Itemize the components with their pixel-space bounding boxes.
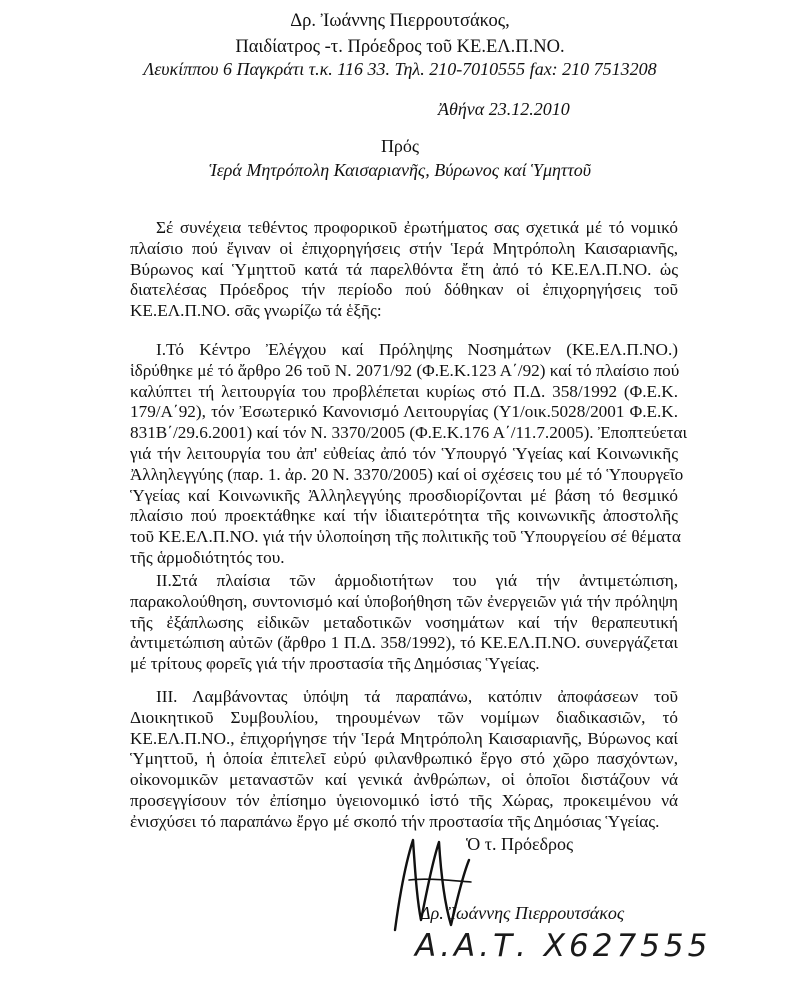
sender-title: Παιδίατρος -τ. Πρόεδρος τοῦ ΚΕ.ΕΛ.Π.ΝΟ. <box>235 37 565 57</box>
letter-date: Ἀθήνα 23.12.2010 <box>438 99 570 119</box>
text-line: ΙΙΙ. Λαμβάνοντας ὑπόψη τά παραπάνω, κατόπιν ἀποφάσεων τοῦ <box>156 687 678 706</box>
text-line: Σέ συνέχεια τεθέντος προφορικοῦ ἐρωτήματος σας σχετικά μέ τό νομικό <box>156 218 678 237</box>
text-line: γιά τήν λειτουργία του ἀπ' εὐθείας ἀπό τόν Ὑπουργό Ὑγείας καί Κοινωνικῆς <box>130 443 678 463</box>
text-line: Ὑμηττοῦ, ἡ ὁποία ἐπιτελεῖ εὐρύ φιλανθρωπικό ἔργο στό χῶρο πασχόντων, <box>130 749 678 769</box>
recipient-name: Ἱερά Μητρόπολη Καισαριανῆς, Βύρωνος καί Ὑμηττοῦ <box>208 160 592 180</box>
recipient-to: Πρός <box>380 136 420 156</box>
text-line: πλαίσιο πού ἔγιναν οἱ ἐπιχορηγήσεις στήν Ἱερά Μητρόπολη Καισαριανῆς, <box>130 238 678 258</box>
text-line: ἀντιμετώπιση αὐτῶν (ἄρθρο 1 Π.Δ. 358/1992), τό ΚΕ.ΕΛ.Π.ΝΟ. συνεργάζεται <box>130 633 678 653</box>
sender-address: Λευκίππου 6 Παγκράτι τ.κ. 116 33. Τηλ. 210-7010555 fax: 210 7513208 <box>143 59 657 79</box>
text-line: Διοικητικοῦ Συμβουλίου, τηρουμένων τῶν νομίμων διαδικασιῶν, τό <box>130 707 678 727</box>
text-line: ΚΕ.ΕΛ.Π.ΝΟ. σᾶς γνωρίζω τά ἑξῆς: <box>130 301 382 321</box>
section-2-paragraph <box>130 571 678 675</box>
text-line: οἰκονομικῶν μεταναστῶν καί γενικά ἀνθρώπων, οἱ ὁποῖοι διστάζουν νά <box>130 770 678 790</box>
text-line: Ἀλληλεγγύης (παρ. 1. ἀρ. 20 Ν. 3370/2005) καί οἱ σχέσεις του μέ τό Ὑπουργεῖο <box>130 464 684 484</box>
handwritten-id-number: Α.Α.Τ. Χ627555 <box>415 928 712 964</box>
intro-paragraph <box>130 218 678 322</box>
signatory-title: Ὁ τ. Πρόεδρος <box>466 834 574 854</box>
text-line: ΚΕ.ΕΛ.Π.ΝΟ., ἐπιχορήγησε τήν Ἱερά Μητρόπολη Καισαριανῆς, Βύρωνος καί <box>130 728 678 748</box>
text-line: Ι.Τό Κέντρο Ἐλέγχου καί Πρόληψης Νοσημάτων (ΚΕ.ΕΛ.Π.ΝΟ.) <box>156 340 678 359</box>
text-line: Βύρωνος καί Ὑμηττοῦ κατά τά παρελθόντα ἔτη ἀπό τό ΚΕ.ΕΛ.Π.ΝΟ. ὡς <box>130 259 678 279</box>
text-line: ἱδρύθηκε μέ τό ἄρθρο 26 τοῦ Ν. 2071/92 (Φ.Ε.Κ.123 Α΄/92) καί τό πλαίσιο πού <box>130 360 680 380</box>
text-line: καλύπτει τή λειτουργία του προβλέπεται κυρίως στό Π.Δ. 358/1992 (Φ.Ε.Κ. <box>130 381 678 401</box>
text-line: ΙΙ.Στά πλαίσια τῶν ἁρμοδιοτήτων του γιά τήν ἀντιμετώπιση, <box>156 571 678 590</box>
text-line: παρακολούθηση, συντονισμό καί ὑποβοήθηση τῶν ἐνεργειῶν γιά τήν πρόληψη <box>130 591 678 611</box>
signatory-name: Δρ. Ἰωάννης Πιερρουτσάκος <box>420 903 625 923</box>
text-line: τῆς ἐξάπλωσης εἰδικῶν μεταδοτικῶν νοσημάτων καί τήν θεραπευτική <box>130 612 678 632</box>
text-line: μέ τρίτους φορεῖς γιά τήν προστασία τῆς Δημόσιας Ὑγείας. <box>130 654 540 674</box>
text-line: πλαίσιο πού προεκτάθηκε καί τήν ἰδιαιτερότητα τῆς κοινωνικῆς ἀποστολῆς <box>130 506 678 526</box>
text-line: Ὑγείας καί Κοινωνικῆς Ἀλληλεγγύης προσδιορίζονται μέ βάση τό θεσμικό <box>130 485 678 505</box>
text-line: 179/Α΄92), τόν Ἐσωτερικό Κανονισμό Λειτουργίας (Υ1/οικ.5028/2001 Φ.Ε.Κ. <box>130 402 678 422</box>
text-line: προσεγγίσουν τόν ἐπίσημο ὑγειονομικό ἱστό τῆς Χώρας, προκειμένου νά <box>130 790 678 810</box>
sender-name: Δρ. Ἰωάννης Πιερρουτσάκος, <box>290 11 510 31</box>
text-line: 831Β΄/29.6.2001) καί τόν Ν. 3370/2005 (Φ.Ε.Κ.176 Α΄/11.7.2005). Ἐποπτεύεται <box>130 423 688 443</box>
text-line: τῆς ἁρμοδιότητός του. <box>130 547 285 567</box>
section-3-paragraph <box>130 687 678 833</box>
text-line: ἐνισχύσει τό παραπάνω ἔργο μέ σκοπό τήν προστασία τῆς Δημόσιας Ὑγείας. <box>130 811 660 831</box>
text-line: τοῦ ΚΕ.ΕΛ.Π.ΝΟ. γιά τήν ὑλοποίηση τῆς πολιτικῆς τοῦ Ὑπουργείου σέ θέματα <box>130 527 681 547</box>
text-line: διατελέσας Πρόεδρος τήν περίοδο πού δόθηκαν οἱ ἐπιχορηγήσεις τοῦ <box>130 280 678 300</box>
section-1-paragraph <box>130 340 688 569</box>
